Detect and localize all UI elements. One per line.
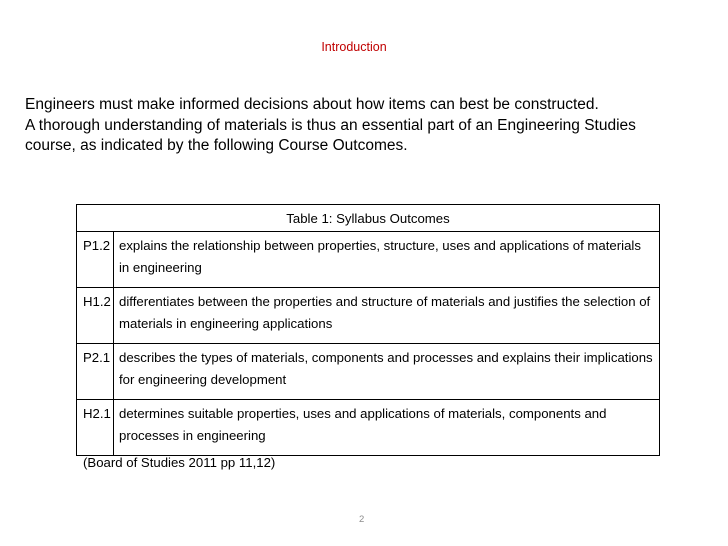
intro-line: course, as indicated by the following Course Outcomes. bbox=[25, 137, 408, 154]
outcome-description: determines suitable properties, uses and applications of materials, components and processes in engineering bbox=[114, 400, 660, 456]
syllabus-outcomes-table bbox=[76, 204, 660, 456]
outcome-description: describes the types of materials, components and processes and explains their implications for engineering development bbox=[114, 344, 660, 400]
outcome-description: explains the relationship between properties, structure, uses and applications of materials in engineering bbox=[114, 232, 660, 288]
table-source-citation: (Board of Studies 2011 pp 11,12) bbox=[83, 455, 276, 470]
page-number: 2 bbox=[359, 514, 365, 525]
outcome-code: H2.1 bbox=[77, 400, 114, 456]
outcome-code: P2.1 bbox=[77, 344, 114, 400]
intro-line: A thorough understanding of materials is thus an essential part of an Engineering Studies bbox=[25, 116, 636, 134]
table-row bbox=[77, 344, 660, 400]
outcome-description: differentiates between the properties and structure of materials and justifies the selection of materials in engineering applications bbox=[114, 288, 660, 344]
table-header-row bbox=[77, 205, 660, 232]
table-caption: Table 1: Syllabus Outcomes bbox=[77, 205, 660, 232]
outcome-code: P1.2 bbox=[77, 232, 114, 288]
table-row bbox=[77, 288, 660, 344]
table-row bbox=[77, 400, 660, 456]
table-row bbox=[77, 232, 660, 288]
slide-title: Introduction bbox=[321, 40, 387, 54]
intro-line: Engineers must make informed decisions about how items can best be constructed. bbox=[25, 96, 599, 113]
intro-paragraph bbox=[25, 95, 705, 157]
outcome-code: H1.2 bbox=[77, 288, 114, 344]
